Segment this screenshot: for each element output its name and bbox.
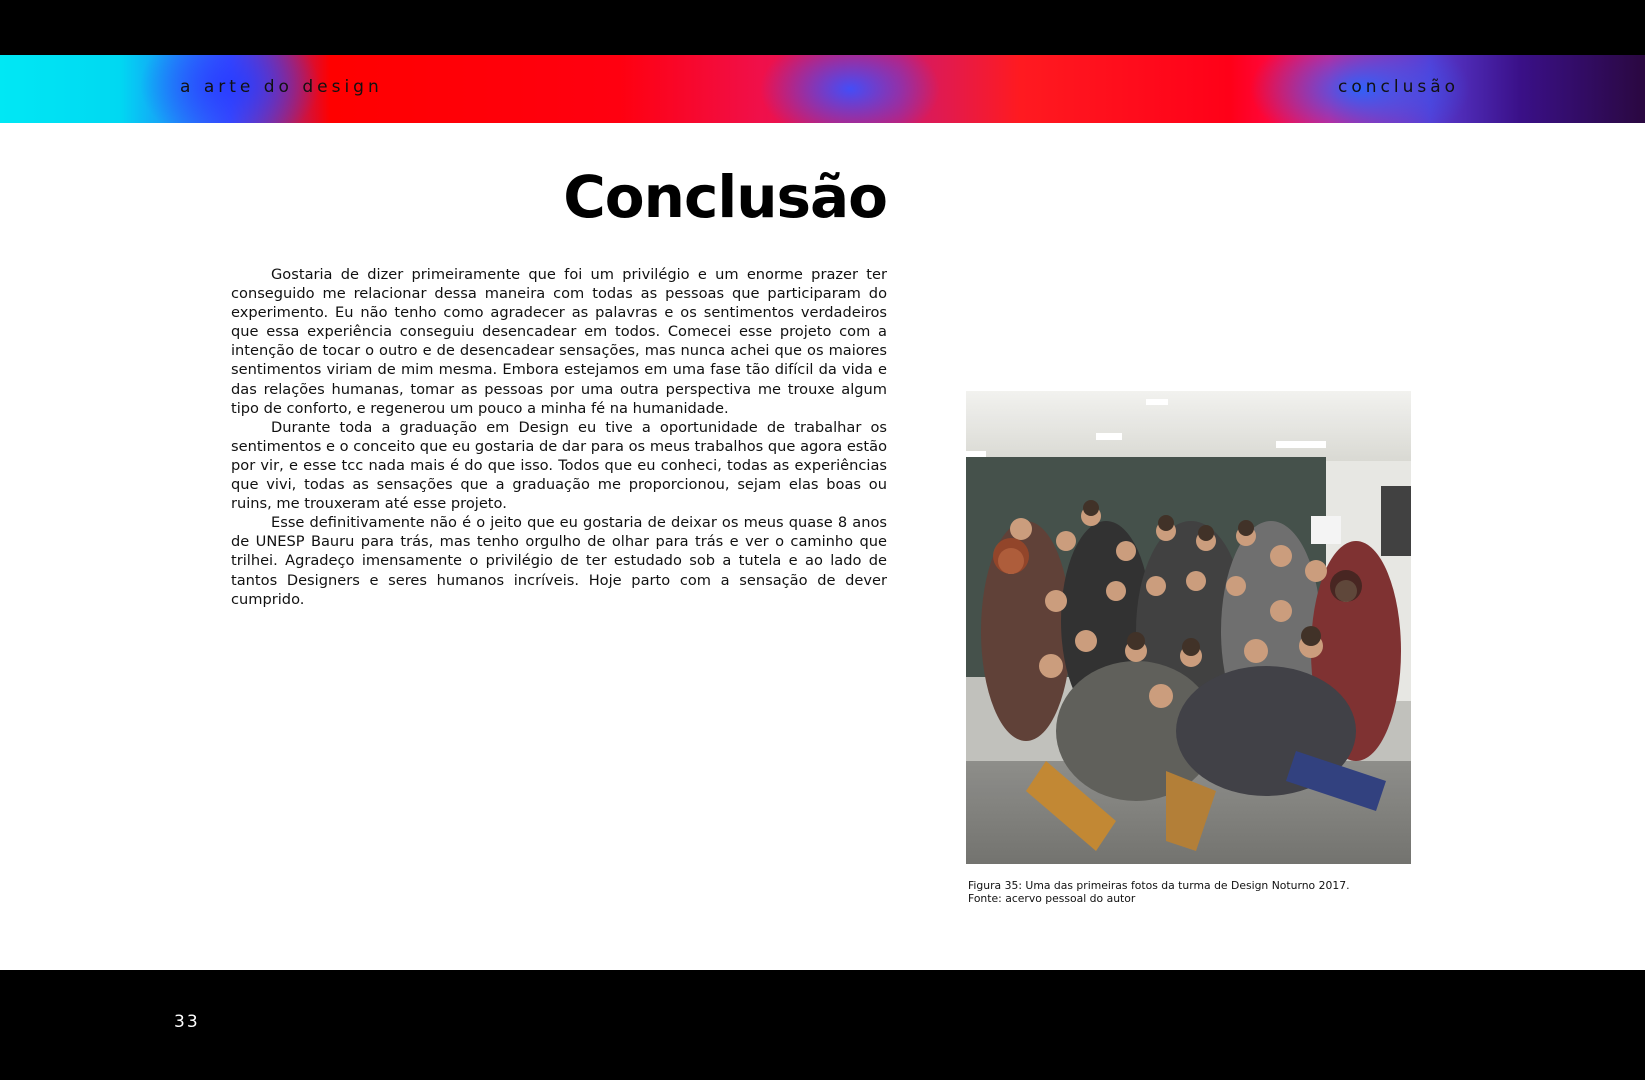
header-left-title: a arte do design: [180, 77, 383, 97]
caption-source: Fonte: acervo pessoal do autor: [968, 892, 1136, 905]
figure-caption: [968, 879, 1350, 905]
top-black-bar: [0, 0, 1645, 55]
paragraph-1: Gostaria de dizer primeiramente que foi um privilégio e um enorme prazer ter conseguido me relacionar dessa maneira com todas as pessoas que participaram do experimento. Eu não tenho como agradecer as palavras e os sentimentos verdadeiros que essa experiência conseguiu desencadear em todos. Comecei esse projeto com a intenção de tocar o outro e de desencadear sensações, mas nunca achei que os maiores sentimentos viriam de mim mesma. Embora estejamos em uma fase tão difícil da vida e das relações humanas, tomar as pessoas por uma outra perspectiva me trouxe algum tipo de conforto, e regenerou um pouco a minha fé na humanidade.: [231, 266, 887, 417]
caption-text: Figura 35: Uma das primeiras fotos da turma de Design Noturno 2017.: [968, 879, 1350, 892]
paragraph-3: Esse definitivamente não é o jeito que eu gostaria de deixar os meus quase 8 anos de UNESP Bauru para trás, mas tenho orgulho de olhar para trás e ver o caminho que trilhei. Agradeço imensamente o privilégio de ter estudado sob a tutela e ao lado de tantos Designers e seres humanos incríveis. Hoje parto com a sensação de dever cumprido.: [231, 514, 887, 608]
header-gradient-band: [0, 55, 1645, 123]
page-content: [0, 123, 1645, 970]
paragraph-2: Durante toda a graduação em Design eu tive a oportunidade de trabalhar os sentimentos e o conceito que eu gostaria de dar para os meus trabalhos que agora estão por vir, e esse tcc nada mais é do que isso. Todos que eu conheci, todas as experiências que vivi, todas as sensações que a graduação me proporcionou, sejam elas boas ou ruins, me trouxeram até esse projeto.: [231, 418, 887, 513]
group-photo-image: [966, 391, 1411, 864]
page-title: Conclusão: [563, 163, 887, 231]
footer-bar: [0, 970, 1645, 1080]
body-text: [231, 265, 887, 609]
page-number: 33: [174, 1012, 200, 1032]
header-right-title: conclusão: [1338, 77, 1460, 97]
